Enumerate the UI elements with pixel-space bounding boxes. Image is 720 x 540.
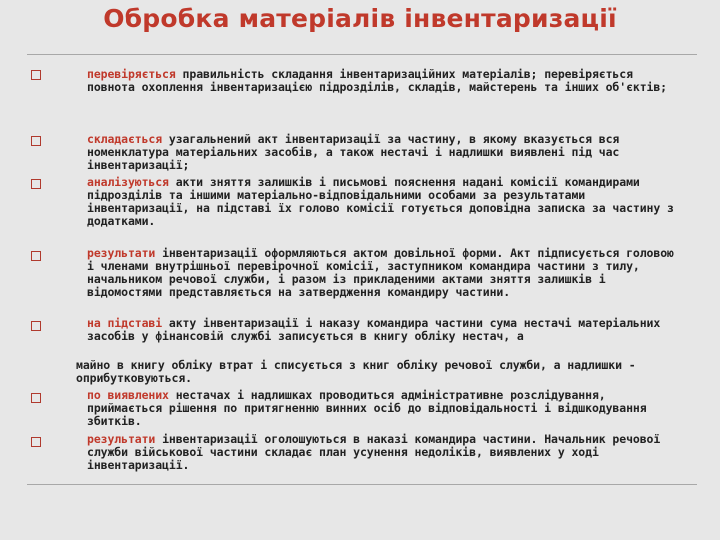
list-item	[87, 133, 683, 172]
list-item-continuation	[76, 359, 683, 385]
item-text: акти зняття залишків і письмові пояснення надані комісії командирами підрозділів та іншими матеріально-відповідальними особами за результатами інвентаризації, на підставі їх голово комісії готується доповідна записка за частину з додатками.	[87, 175, 674, 228]
item-text: інвентаризації оголошуються в наказі командира частини. Начальник речової служби військової частини складає план усунення недоліків, виявлених у ході інвентаризації.	[87, 432, 661, 472]
page-title: Обробка матеріалів інвентаризації	[103, 4, 617, 33]
item-text: нестачах і надлишках проводиться адміністративне розслідування, приймається рішення по притягненню винних осіб до відповідальності і відшкодування збитків.	[87, 388, 647, 428]
list-item	[87, 247, 683, 299]
list-item	[87, 176, 683, 228]
item-keyword: аналізуються	[87, 175, 169, 189]
bullet-icon	[31, 437, 41, 447]
bullet-icon	[31, 251, 41, 261]
item-keyword: результати	[87, 432, 156, 446]
item-text: акту інвентаризації і наказу командира частини сума нестачі матеріальних засобів у фінансовій службі записується в книгу обліку нестач, а	[87, 316, 661, 343]
bullet-icon	[31, 393, 41, 403]
bullet-icon	[31, 136, 41, 146]
item-keyword: перевіряється	[87, 67, 176, 81]
list-item	[87, 389, 683, 428]
bullet-icon	[31, 70, 41, 80]
item-text: інвентаризації оформляються актом довільної форми. Акт підписується головою і членами внутрішньої перевірочної комісії, заступником командира частини з тилу, начальником речової служби, і разом із прикладеними актами зняття залишків і відомостями представляється на затвердження командиру частини.	[87, 246, 674, 299]
list-item	[87, 433, 683, 472]
item-text: майно в книгу обліку втрат і списується з книг обліку речової служби, а надлишки - оприбутковуються.	[76, 358, 636, 385]
bottom-divider	[27, 484, 697, 485]
item-keyword: складається	[87, 132, 163, 146]
item-text: правильність складання інвентаризаційних матеріалів; перевіряється повнота охоплення інвентаризацією підрозділів, складів, майстерень та інших об'єктів;	[87, 67, 668, 94]
item-keyword: на підставі	[87, 316, 163, 330]
bullet-icon	[31, 321, 41, 331]
list-item	[87, 317, 683, 343]
item-keyword: результати	[87, 246, 156, 260]
bullet-icon	[31, 179, 41, 189]
item-text: узагальнений акт інвентаризації за частину, в якому вказується вся номенклатура матеріальних засобів, а також нестачі і надлишки виявлені під час інвентаризації;	[87, 132, 620, 172]
top-divider	[27, 54, 697, 55]
item-keyword: по виявлених	[87, 388, 169, 402]
list-item	[87, 68, 683, 94]
